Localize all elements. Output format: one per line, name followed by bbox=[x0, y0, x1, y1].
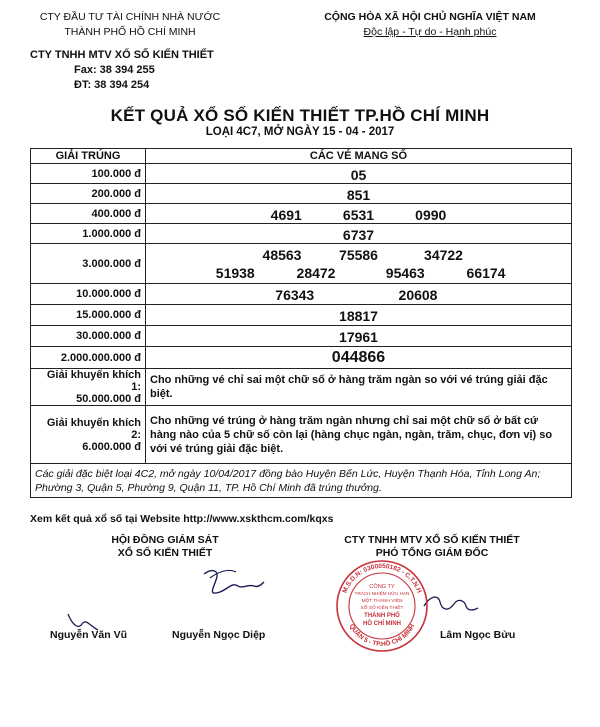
table-row bbox=[31, 326, 572, 347]
prize-amount: 3.000.000 đ bbox=[31, 244, 146, 284]
winning-numbers bbox=[146, 284, 572, 305]
table-row bbox=[31, 204, 572, 224]
company-fax: Fax: 38 394 255 bbox=[74, 64, 155, 76]
winning-number: 75586 bbox=[339, 247, 378, 263]
consolation-1-amount: 50.000.000 đ bbox=[76, 393, 141, 405]
winning-numbers bbox=[146, 184, 572, 204]
supervisory-title-2: XỔ SỐ KIẾN THIẾT bbox=[117, 547, 213, 559]
winning-numbers bbox=[146, 305, 572, 326]
issuer-line-1: CTY ĐẦU TƯ TÀI CHÍNH NHÀ NƯỚC bbox=[39, 11, 221, 23]
winning-number: 4691 bbox=[270, 207, 302, 223]
national-motto: Độc lập - Tự do - Hạnh phúc bbox=[363, 26, 497, 38]
consolation-2-title: Giải khuyến khích 2: bbox=[46, 416, 141, 441]
winning-number: 17961 bbox=[339, 329, 378, 345]
company-name: CTY TNHH MTV XỔ SỐ KIẾN THIẾT bbox=[30, 49, 214, 61]
document-title: KẾT QUẢ XỔ SỐ KIẾN THIẾT TP.HỒ CHÍ MINH bbox=[110, 106, 490, 125]
seal-bottom-text: QUẬN 5 - TP.HỒ CHÍ MINH bbox=[347, 623, 417, 649]
table-row bbox=[31, 244, 572, 284]
issuer-header bbox=[20, 10, 240, 40]
consolation-2-label bbox=[31, 406, 146, 464]
numbers-column-header: CÁC VÉ MANG SỐ bbox=[146, 149, 572, 164]
prize-amount: 1.000.000 đ bbox=[31, 224, 146, 244]
seal-line-1: CÔNG TY bbox=[369, 584, 395, 590]
seal-line-4: XỔ SỐ KIẾN THIẾT bbox=[360, 606, 404, 611]
winning-numbers bbox=[146, 204, 572, 224]
signer-name-2: Nguyễn Ngọc Diệp bbox=[172, 629, 266, 641]
table-row-special-prize bbox=[31, 347, 572, 369]
seal-line-3: MỘT THÀNH VIÊN bbox=[361, 599, 403, 604]
results-table bbox=[30, 148, 572, 498]
company-seal bbox=[334, 558, 430, 654]
seal-graphic bbox=[334, 558, 430, 654]
consolation-1-title: Giải khuyến khích 1: bbox=[46, 369, 141, 393]
table-row bbox=[31, 305, 572, 326]
winning-number: 28472 bbox=[296, 265, 336, 281]
winning-number: 6531 bbox=[342, 207, 375, 223]
winning-numbers bbox=[146, 326, 572, 347]
national-header bbox=[280, 10, 580, 40]
prize-amount: 2.000.000.000 đ bbox=[31, 347, 146, 369]
table-row-note bbox=[31, 464, 572, 498]
seal-ring-text: M.S.D.N: 0300050182 - C.T.N.H bbox=[341, 562, 423, 595]
issuer-line-2: THÀNH PHỐ HỒ CHÍ MINH bbox=[64, 26, 196, 38]
seal-line-5: THÀNH PHỐ bbox=[364, 613, 400, 619]
winning-number: 05 bbox=[350, 167, 367, 183]
winning-number: 6737 bbox=[342, 227, 375, 243]
winning-number: 48563 bbox=[262, 247, 302, 263]
consolation-2-amount: 6.000.000 đ bbox=[82, 440, 141, 453]
prize-amount: 30.000.000 đ bbox=[31, 326, 146, 347]
signer-name-1: Nguyễn Văn Vũ bbox=[50, 629, 128, 641]
table-row bbox=[31, 224, 572, 244]
signatory-title-1: CTY TNHH MTV XỔ SỐ KIẾN THIẾT bbox=[344, 534, 520, 546]
winning-number: 18817 bbox=[339, 308, 378, 324]
document-subtitle: LOẠI 4C7, MỞ NGÀY 15 - 04 - 2017 bbox=[205, 126, 395, 138]
handwritten-signature bbox=[198, 562, 268, 606]
winning-number: 34722 bbox=[424, 247, 463, 263]
special-prize-note: Các giải đặc biệt loại 4C2, mở ngày 10/04/2017 đồng bào Huyện Bến Lức, Huyện Thạnh Hóa, Tỉnh Long An; Phường 3, Quận 5, Phường 9, Quận 11, TP. Hồ Chí Minh đã trúng thưởng. bbox=[31, 464, 572, 498]
winning-numbers bbox=[146, 164, 572, 184]
table-header-row bbox=[31, 149, 572, 164]
consolation-2-text: Cho những vé trúng ở hàng trăm ngàn nhưng chỉ sai một chữ số ở bất cứ hàng nào của 5 chữ số còn lại (hàng chục ngàn, ngàn, trăm, chục, đơn vị) so với vé trúng giải đặc biệt. bbox=[146, 406, 572, 464]
seal-line-6: HỒ CHÍ MINH bbox=[363, 621, 401, 627]
winning-numbers bbox=[146, 224, 572, 244]
company-signatory-title bbox=[312, 534, 552, 560]
prize-amount: 15.000.000 đ bbox=[31, 305, 146, 326]
national-title: CỘNG HÒA XÃ HỘI CHỦ NGHĨA VIỆT NAM bbox=[324, 11, 536, 23]
winning-numbers bbox=[146, 244, 572, 284]
table-row-consolation-2 bbox=[31, 406, 572, 464]
table-row-consolation-1 bbox=[31, 369, 572, 406]
table-row bbox=[31, 284, 572, 305]
prize-amount: 100.000 đ bbox=[31, 164, 146, 184]
signer-name-3: Lâm Ngọc Bửu bbox=[440, 629, 516, 641]
consolation-1-text: Cho những vé chỉ sai một chữ số ở hàng trăm ngàn so với vé trúng giải đặc biệt. bbox=[146, 369, 572, 406]
prize-amount: 10.000.000 đ bbox=[31, 284, 146, 305]
table-row bbox=[31, 184, 572, 204]
consolation-1-label bbox=[31, 369, 146, 406]
special-winning-number: 044866 bbox=[331, 349, 386, 366]
company-phone: ĐT: 38 394 254 bbox=[74, 79, 150, 91]
supervisory-board-title bbox=[60, 534, 270, 560]
prize-column-header: GIẢI TRÚNG bbox=[31, 149, 146, 164]
supervisory-title-1: HỘI ĐỒNG GIÁM SÁT bbox=[111, 534, 219, 546]
winning-number: 20608 bbox=[398, 287, 438, 303]
winning-numbers bbox=[146, 347, 572, 369]
signatory-title-2: PHÓ TỔNG GIÁM ĐỐC bbox=[375, 547, 489, 559]
winning-number: 95463 bbox=[385, 265, 425, 281]
prize-amount: 400.000 đ bbox=[31, 204, 146, 224]
table-row bbox=[31, 164, 572, 184]
seal-line-2: TRÁCH NHIỆM HỮU HẠN bbox=[354, 591, 410, 596]
winning-number: 0990 bbox=[415, 207, 447, 223]
prize-amount: 200.000 đ bbox=[31, 184, 146, 204]
winning-number: 66174 bbox=[466, 265, 506, 281]
winning-number: 76343 bbox=[275, 287, 315, 303]
winning-number: 851 bbox=[346, 187, 371, 203]
website-line: Xem kết quả xổ số tại Website http://www.xskthcm.com/kqxs bbox=[30, 513, 334, 525]
winning-number: 51938 bbox=[215, 265, 255, 281]
